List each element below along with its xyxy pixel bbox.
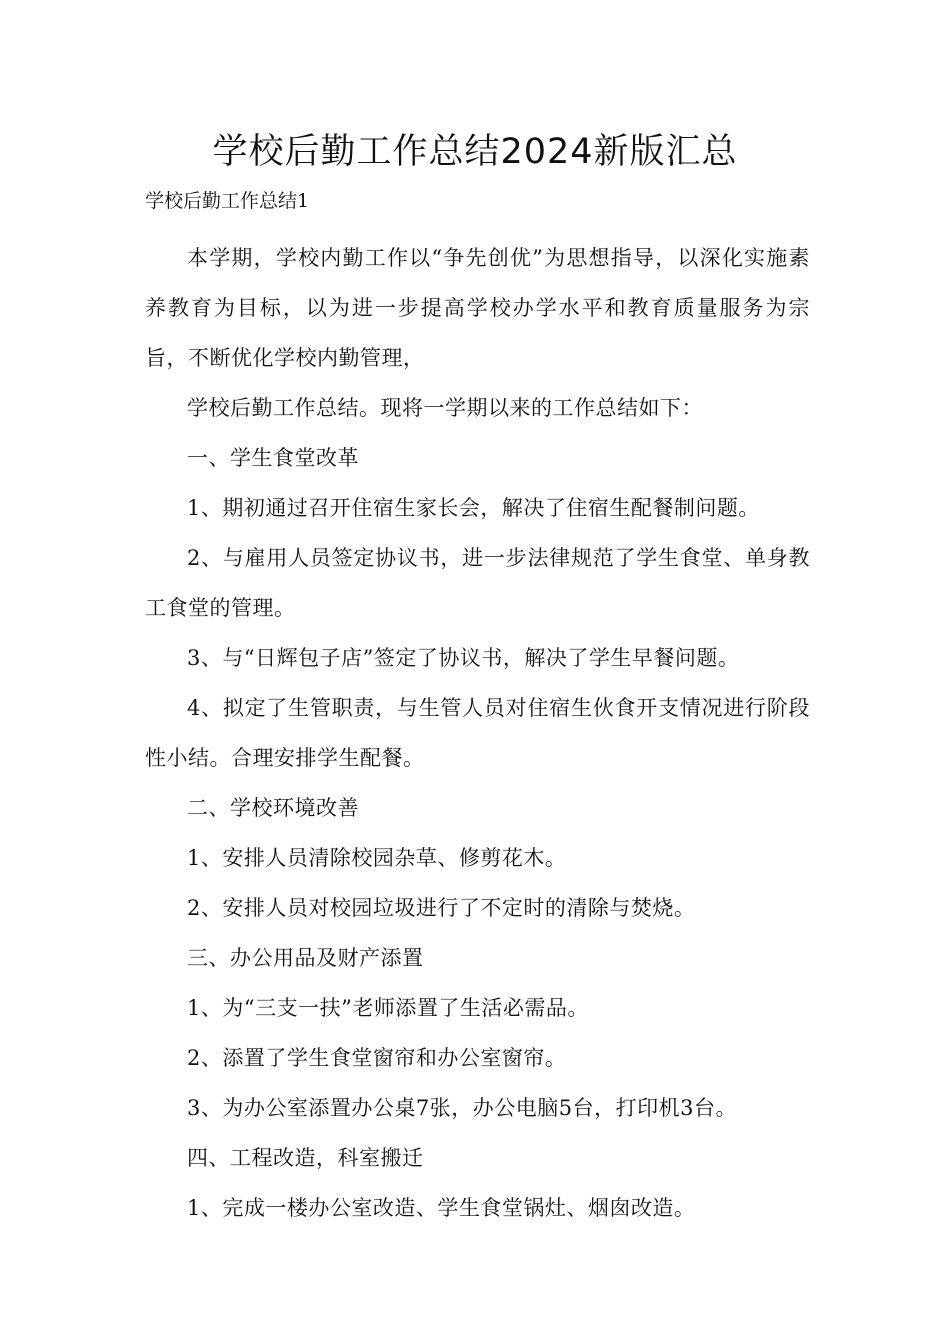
section-heading-environment: 二、学校环境改善	[187, 796, 359, 820]
list-item: 1、为“三支一扶”老师添置了生活必需品。	[187, 996, 589, 1020]
list-item: 3、为办公室添置办公桌7张，办公电脑5台，打印机3台。	[187, 1096, 737, 1120]
list-item: 3、与“日辉包子店”签定了协议书，解决了学生早餐问题。	[187, 646, 740, 670]
document-subtitle: 学校后勤工作总结1	[145, 190, 310, 212]
list-item: 2、与雇用人员签定协议书，进一步法律规范了学生食堂、单身教工食堂的管理。	[145, 546, 810, 620]
document-title: 学校后勤工作总结2024新版汇总	[212, 132, 738, 172]
list-item: 1、安排人员清除校园杂草、修剪花木。	[187, 846, 567, 870]
section-heading-renovation: 四、工程改造，科室搬迁	[187, 1146, 424, 1170]
list-item: 2、安排人员对校园垃圾进行了不定时的清除与焚烧。	[187, 896, 696, 920]
document-body	[145, 233, 810, 1233]
list-item: 1、期初通过召开住宿生家长会，解决了住宿生配餐制问题。	[187, 496, 760, 520]
paragraph-intro: 本学期，学校内勤工作以“争先创优”为思想指导，以深化实施素养教育为目标，以为进一步提高学校办学水平和教育质量服务为宗旨，不断优化学校内勤管理，	[145, 246, 810, 370]
list-item: 2、添置了学生食堂窗帘和办公室窗帘。	[187, 1046, 567, 1070]
section-heading-canteen: 一、学生食堂改革	[187, 446, 359, 470]
list-item: 4、拟定了生管职责，与生管人员对住宿生伙食开支情况进行阶段性小结。合理安排学生配餐。	[145, 696, 810, 770]
section-heading-supplies: 三、办公用品及财产添置	[187, 946, 424, 970]
list-item: 1、完成一楼办公室改造、学生食堂锅灶、烟囱改造。	[187, 1196, 696, 1220]
paragraph-summary-lead: 学校后勤工作总结。现将一学期以来的工作总结如下：	[187, 396, 703, 420]
